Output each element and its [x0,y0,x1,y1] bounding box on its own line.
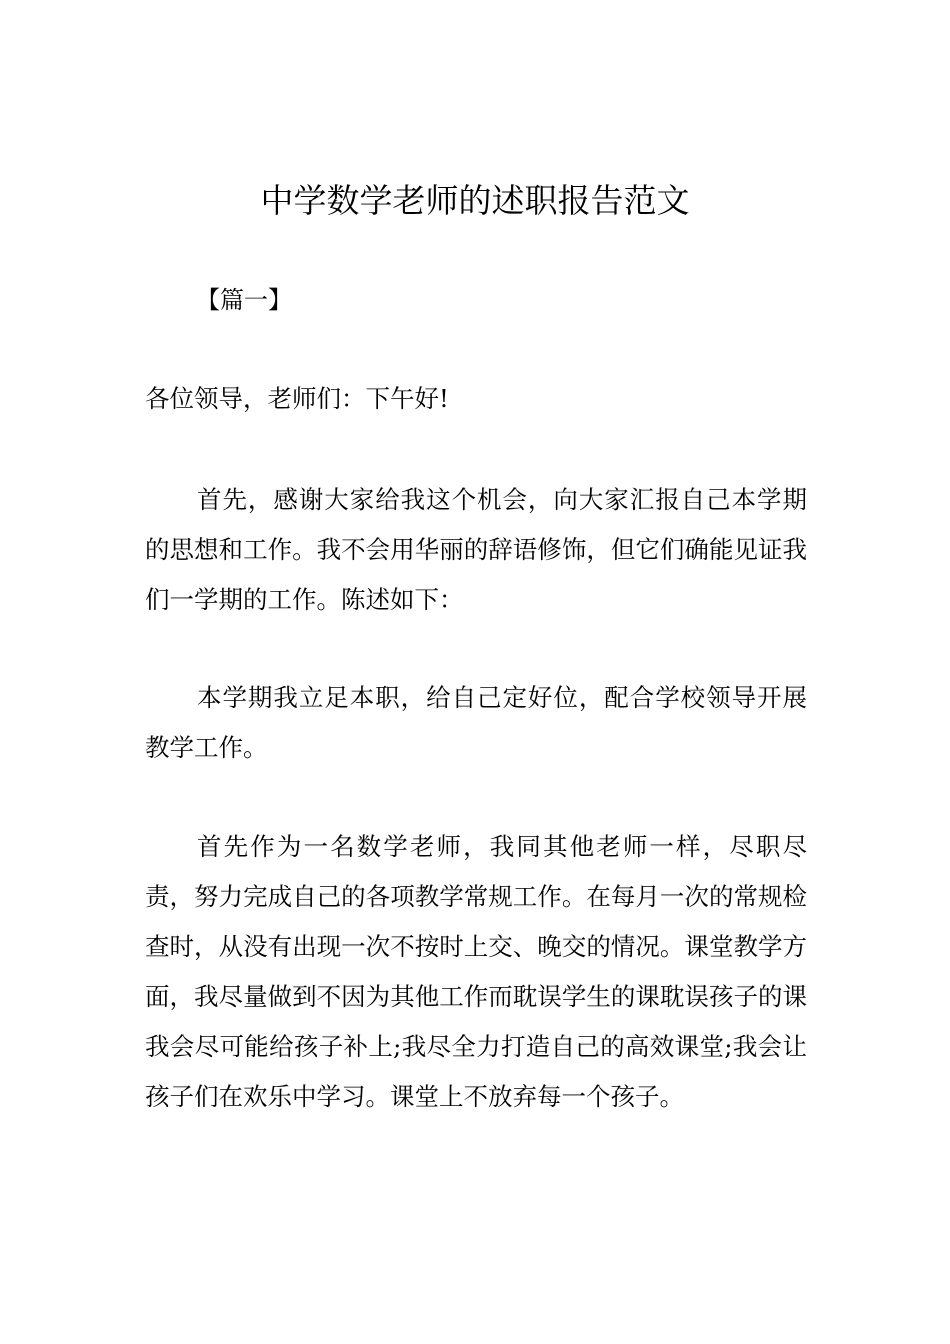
greeting-paragraph: 各位领导，老师们：下午好! [145,384,449,413]
teaching-paragraph: 首先作为一名数学老师，我同其他老师一样，尽职尽责，努力完成自己的各项教学常规工作。在每月一次的常规检查时，从没有出现一次不按时上交、晚交的情况。课堂教学方面，我尽量做到不因为其他工作而耽误学生的课耽误孩子的课我会尽可能给孩子补上;我尽全力打造自己的高效课堂;我会让孩子们在欢乐中学习。课堂上不放弃每一个孩子。 [145,832,807,1111]
document-title: 中学数学老师的述职报告范文 [260,181,690,220]
role-paragraph: 本学期我立足本职，给自己定好位，配合学校领导开展教学工作。 [145,683,807,762]
section-label: 【篇一】 [196,286,292,314]
intro-paragraph: 首先，感谢大家给我这个机会，向大家汇报自己本学期的思想和工作。我不会用华丽的辞语修饰，但它们确能见证我们一学期的工作。陈述如下： [145,485,807,614]
